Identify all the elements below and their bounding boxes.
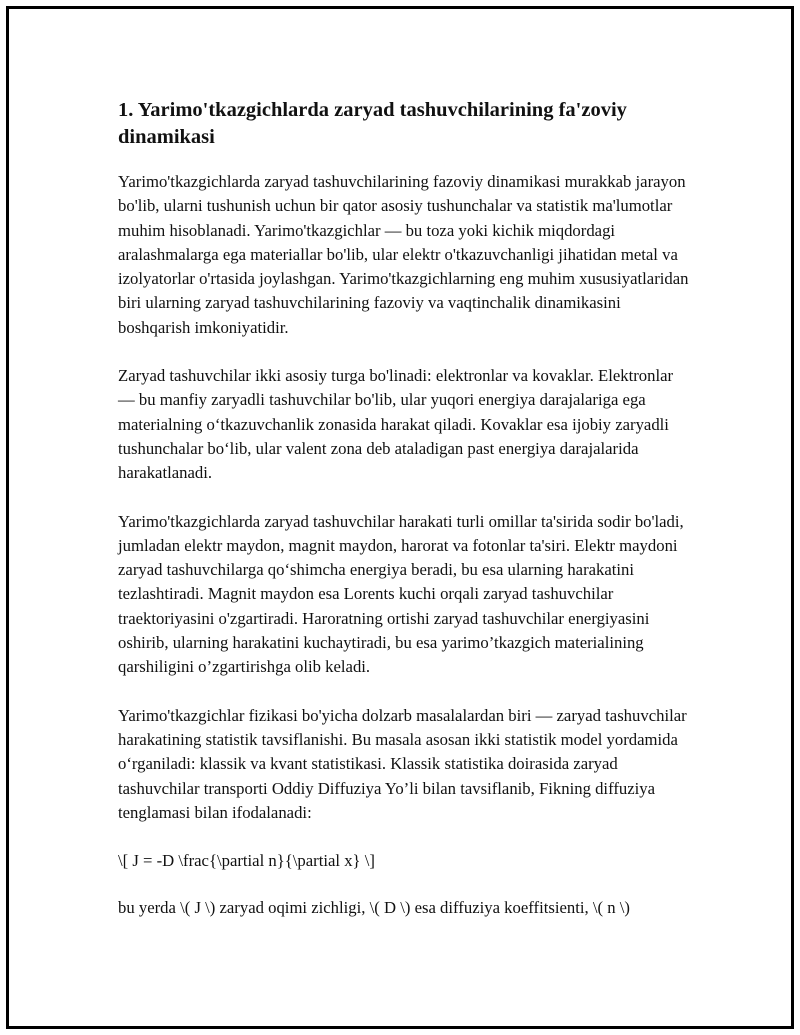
paragraph-carrier-motion: Yarimo'tkazgichlarda zaryad tashuvchilar harakati turli omillar ta'sirida sodir bo'ladi, jumladan elektr maydon, magnit maydon, harorat va fotonlar ta'siri. Elektr maydoni zaryad tashuvchilarga qo‘shimcha energiya beradi, bu esa ularning harakatini tezlashtiradi. Magnit maydon esa Lorents kuchi orqali zaryad tashuvchilar traektoriyasini o'zgartiradi. Haroratning ortishi zaryad tashuvchilar energiyasini oshirib, ularning harakatini kuchaytiradi, bu esa yarimo’tkazgich materialining qarshiligini o’zgartirishga olib keladi. [118, 511, 684, 677]
paragraph-intro: Yarimo'tkazgichlarda zaryad tashuvchilarining fazoviy dinamikasi murakkab jarayon bo'lib, ularni tushunish uchun bir qator asosiy tushunchalar va statistik ma'lumotlar muhim hisoblanadi. Yarimo'tkazgichlar — bu toza yoki kichik miqdordagi aralashmalarga ega materiallar bo'lib, ular elektr o'tkazuvchanligi jihatidan metal va izolyatorlar o'rtasida joylashgan. Yarimo'tkazgichlarning eng muhim xususiyatlaridan biri ularning zaryad tashuvchilarining fazoviy va vaqtinchalik dinamikasini boshqarish imkoniyatidir. [118, 172, 689, 337]
paragraph-closing: bu yerda \( J \) zaryad oqimi zichligi, \( D \) esa diffuziya koeffitsienti, \( n \) [118, 898, 630, 918]
paragraph-statistics: Yarimo'tkazgichlar fizikasi bo'yicha dolzarb masalalardan biri — zaryad tashuvchilar harakatining statistik tavsiflanishi. Bu masala asosan ikki statistik model yordamida o‘rganiladi: klassik va kvant statistikasi. Klassik statistika doirasida zaryad tashuvchilar transporti Oddiy Diffuziya Yo’li bilan tavsiflanib, Fikning diffuziya tenglamasi bilan ifodalanadi: [118, 705, 687, 822]
document-body [118, 97, 693, 945]
section-heading: 1. Yarimo'tkazgichlarda zaryad tashuvchilarining fa'zoviy dinamikasi [118, 99, 627, 148]
paragraph-carrier-types: Zaryad tashuvchilar ikki asosiy turga bo'linadi: elektronlar va kovaklar. Elektronlar — bu manfiy zaryadli tashuvchilar bo'lib, ular yuqori energiya darajalariga ega materialning o‘tkazuvchanlik zonasida harakat qiladi. Kovaklar esa ijobiy zaryadli tushunchalar bo‘lib, ular valent zona deb ataladigan past energiya darajalarida harakatlanadi. [118, 366, 674, 483]
page-frame [6, 6, 794, 1029]
diffusion-formula: \[ J = -D \frac{\partial n}{\partial x} \] [118, 851, 375, 871]
